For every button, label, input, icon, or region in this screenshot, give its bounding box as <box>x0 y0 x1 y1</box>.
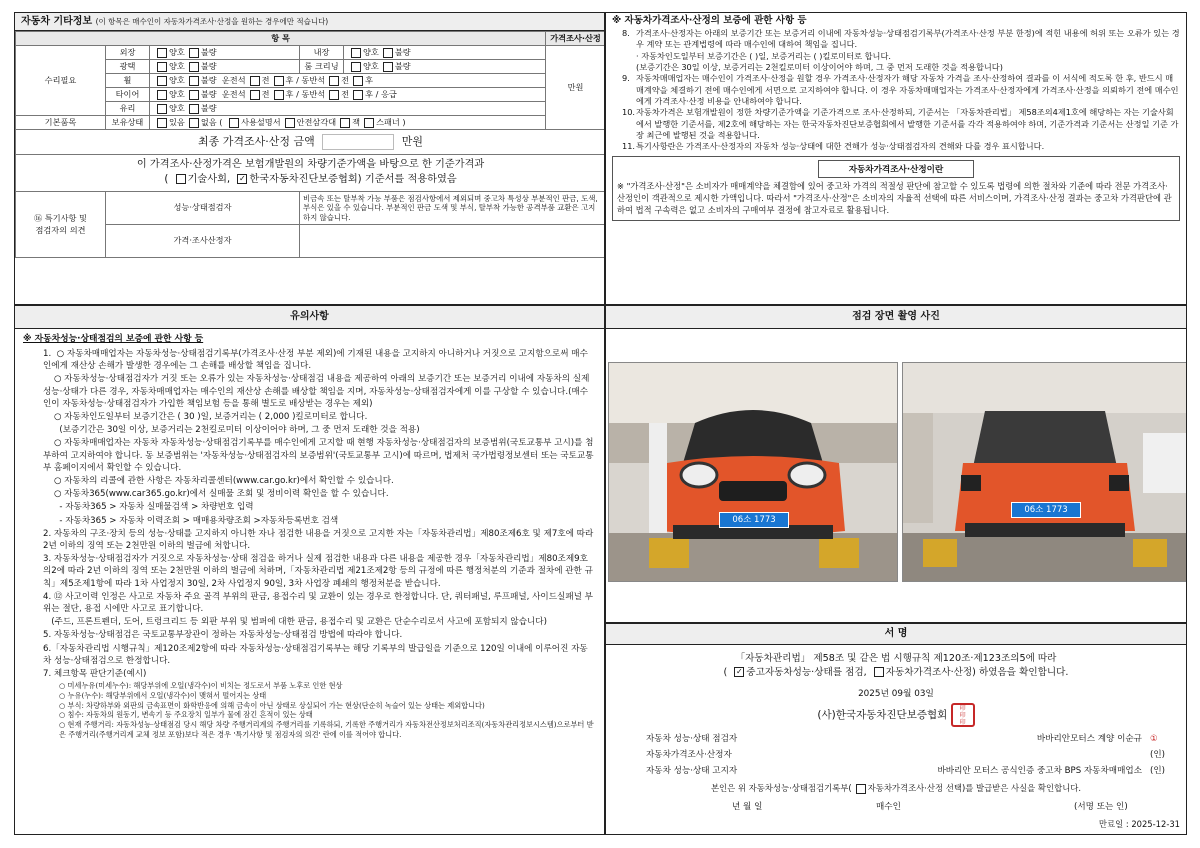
signature-panel <box>605 623 1187 835</box>
gloss-options[interactable]: 양호 불량 <box>150 60 300 74</box>
front-plate: 06소 1773 <box>719 512 789 528</box>
signer-row <box>646 763 1170 779</box>
criteria-note: ○ 부식: 차량하부와 외판의 금속표면이 화학반응에 의해 금속이 아닌 상태로 상실되어 가는 현상(단순히 녹슬어 있는 상태는 제외합니다) <box>59 700 485 710</box>
final-amount-input[interactable] <box>322 134 394 150</box>
other-info-title: 자동차 기타정보 (이 항목은 매수인이 자동차가격조사·산정을 원하는 경우에만 적습니다) <box>15 13 604 31</box>
buyer-line: 년 월 일 매수인 (서명 또는 인) <box>732 802 1128 812</box>
caution-item: ○ 자동차매매업자는 자동차 자동차성능·상태점검기록부를 매수인에게 고지할 때 현행 자동차성능·상태점검자의 보증범위(국토교통부 고시)를 첨부하여 고지하여야 합니다. 동 보증범위는 '자동차성능·상태점검자의 보증범위'(국토교통부 고시)에 따르며, 법제처 국가법령정보센터 또는 국토교통부 홈페이지에서 확인할 수 있습니다. <box>43 438 594 473</box>
possess-options[interactable]: 있음 없음 ( 사용설명서 안전삼각대 잭 스패너 ) <box>150 116 546 130</box>
photos-panel <box>605 305 1187 623</box>
cautions-panel <box>14 305 605 835</box>
price-inspector-label: 가격·조사산정자 <box>106 225 300 258</box>
org-stamp-icon: 印 印 印 <box>951 703 975 727</box>
price-definition-text: ※ "가격조사·산정"은 소비자가 매매계약을 체결함에 있어 중고차 가격의 적절성 판단에 참고할 수 있도록 법령에 의한 절차와 기준에 따라 전문 가격조사·산정인이 객관적으로 제시한 가액입니다. 따라서 "가격조사·산정"은 소비자의 자율적 선택에 따른 서비스이며, 가격조사·산정 결과는 중고차 가격판단에 관하여 법적 구속력은 없고 소비자의 구매여부 결정에 참고자료로 활용됩니다. <box>617 181 1172 215</box>
other-info-panel <box>14 12 605 305</box>
basic-items-label: 기본품목 <box>16 116 106 130</box>
signer-label: 자동차가격조사·산정자 <box>646 750 732 760</box>
caution-item: 5. 자동차성능·상태점검은 국토교통부장관이 정하는 자동차성능·상태점검 방법에 따라야 합니다. <box>43 630 403 641</box>
final-amount-row: 최종 가격조사·산정 금액 만원 <box>16 130 606 155</box>
caution-item: 7. 체크항목 판단기준(예시) <box>43 669 147 680</box>
price-checkbox[interactable] <box>874 667 884 677</box>
signature-law-line: 「자동차관리법」 제58조 및 같은 법 시행규칙 제120조·제123조의5에 따라 <box>735 653 1057 664</box>
guarantee-title: ※ 자동차가격조사·산정의 보증에 관한 사항 등 <box>612 15 807 26</box>
price-definition-title: 자동차가격조사·산정이란 <box>818 160 974 178</box>
sign-rows <box>606 727 1186 779</box>
row-room-cleaning: 룸 크리닝 <box>300 60 344 74</box>
rear-plate: 06소 1773 <box>1011 502 1081 518</box>
row-tire: 타이어 <box>106 88 150 102</box>
guarantee-item: · 자동차인도일부터 보증기간은 ( )일, 보증거리는 ( )킬로미터로 합니다. <box>636 50 891 61</box>
front-car-photo <box>608 362 898 582</box>
signature-title: 서 명 <box>606 624 1186 645</box>
criteria-note: ○ 미세누유(미세누수): 해당부위에 오일(냉각수)이 비치는 정도로서 부품 노후로 인한 현상 <box>59 681 343 691</box>
signer-name: 바바리안모터스 계양 이순규 <box>1036 734 1142 744</box>
tech-checkbox[interactable] <box>176 174 186 184</box>
perf-inspector-label: 성능·상태점검자 <box>106 192 300 225</box>
guarantee-panel <box>605 12 1187 305</box>
perf-inspector-text: 비금속 또는 탈부착 가능 부품은 점검사항에서 제외되며 중고차 특성상 부분적인 판금, 도색, 부식은 있을 수 있습니다. 부분적인 판금 도색 및 부식, 탈부착 가능한 공격부품 교환은 고지하지 않습니다. <box>300 192 606 225</box>
guarantee-item: 11. 특기사항란은 가격조사·산정자의 자동차 성능·상태에 대한 견해가 성능·상태점검자의 견해와 다를 경우 표시합니다. <box>622 141 1045 152</box>
guarantee-items <box>612 28 1180 152</box>
assoc-checkbox[interactable]: ✓ <box>239 174 246 184</box>
caution-item: 6.「자동차관리법 시행규칙」제120조제2항에 따라 자동차성능·상태점검기록부는 해당 기록부의 발급일을 기준으로 120일 이내에 이루어진 자동차 성능·상태점검으로 한정합니다. <box>43 643 588 666</box>
caution-item: ○ 자동차인도일부터 보증기간은 ( 30 )일, 보증거리는 ( 2,000 )킬로미터로 합니다. <box>43 412 368 423</box>
col-item-header: 항 목 <box>16 32 546 46</box>
caution-item: (주드, 프론트펜더, 도어, 트렁크리드 등 외판 부위 및 범퍼에 대한 판금, 용접수리 및 교환은 단순수리로서 사고에 포함되지 않습니다) <box>43 617 547 628</box>
cautions-title: 유의사항 <box>15 306 604 329</box>
caution-item: (보증기간은 30일 이상, 보증거리는 2천킬로미터 이상이어야 하며, 그 중 먼저 도래한 것을 적용) <box>43 425 420 436</box>
seal-mark[interactable]: ① <box>1150 734 1158 744</box>
signer-row <box>646 747 1170 763</box>
row-gloss: 광택 <box>106 60 150 74</box>
seal-mark[interactable]: (인) <box>1150 750 1166 760</box>
possess-label: 보유상태 <box>106 116 150 130</box>
caution-item: 4. ⑫ 사고이력 인정은 사고로 자동차 주요 골격 부위의 판금, 용접수리 및 교환이 있는 경우로 한정합니다. 단, 쿼터패널, 루프패널, 사이드실패널 부위는 절단, 용접 시에만 사고로 표기합니다. <box>43 591 593 615</box>
guarantee-item: 10. 자동차가격은 보험개발원이 정한 차량기준가액을 기준가격으로 조사·산정하되, 기준서는 「자동차관리법」 제58조의4제1호에 해당하는 자는 기술사회에서 발행한 기준서를, 제2호에 해당하는 자는 한국자동차진단보증협회에서 발행한 기준서를 각각 적용하여야 하며, 기준가격과 기준서는 산정일 기준 가장 최근에 발행된 것을 적용합니다. <box>622 107 1179 140</box>
receipt-checkbox[interactable] <box>856 784 866 794</box>
interior-options[interactable]: 양호 불량 <box>344 46 546 60</box>
signer-name: 바바리안 모터스 공식인증 중고차 BPS 자동차매매업소 <box>937 766 1142 776</box>
signature-org: (사)한국자동차진단보증협회 印 印 印 <box>606 703 1186 727</box>
caution-item: 1. ○ 자동차매매업자는 자동차성능·상태점검기록부(가격조사·산정 부분 제외)에 기재된 내용을 고지하지 아니하거나 거짓으로 고지함으로써 매수인에게 재산상 손해가 발생한 경우에는 그 손해를 배상할 책임을 집니다. <box>43 349 588 372</box>
criteria-note: ○ 누유(누수): 해당부위에서 오일(냉각수)이 맺혀서 떨어지는 상태 <box>59 691 267 700</box>
signer-label: 자동차 성능·상태 점검자 <box>646 734 738 744</box>
caution-item: 3. 자동차성능·상태점검자가 거짓으로 자동차성능·상태 점검을 하거나 실제 점검한 내용과 다른 내용을 제공한 경우「자동차관리법」제80조제9호의2에 따라 2년 이하의 징역 또는 2천만원 이하의 벌금에 처하며,「자동차관리법 제21조제2항 등의 규정에 따른 행정처분의 기준과 절차에 관한 규칙」제5조제1항에 따라 1차 사업정지 30일, 2차 사업정지 90일, 3차 사업장 폐쇄의 행정처분을 받습니다. <box>43 554 593 589</box>
rear-car-photo <box>902 362 1187 582</box>
expiry-date: 만료일 : 2025-12-31 <box>1098 819 1180 829</box>
cautions-subtitle: ※ 자동차성능·상태점검의 보증에 관한 사항 등 <box>23 334 204 344</box>
signer-label: 자동차 성능·상태 고지자 <box>646 766 738 776</box>
guarantee-item: 9. 자동차매매업자는 매수인이 가격조사·산정을 원할 경우 가격조사·산정자가 해당 자동차 가격을 조사·산정하여 결과를 이 서식에 적도록 한 후, 반드시 매매계약을 체결하기 전에 매수인에게 서면으로 고지하여야 합니다. 이 경우 자동차매매업자는 가격조사·산정자에게 가격조사·산정을 의뢰하기 전에 매수인에게 가격조사·산정 비용을 안내하여야 합니다. <box>622 73 1179 106</box>
guarantee-item: (보증기간은 30일 이상, 보증거리는 2천킬로미터 이상이어야 하며, 그 중 먼저 도래한 것을 적용합니다) <box>636 61 1003 72</box>
inspection-checkbox[interactable]: ✓ <box>735 667 743 676</box>
repair-group-label: 수리필요 <box>16 46 106 116</box>
signer-name <box>816 747 1150 763</box>
caution-item: - 자동차365 > 자동차 이력조회 > 매매용차량조회 >자동차등록번호 검색 <box>43 515 339 526</box>
guarantee-item: 8. 가격조사·산정자는 아래의 보증기간 또는 보증거리 이내에 자동차성능·상태점검기록부(가격조사·산정 부분 한정)에 적힌 내용에 허위 또는 오류가 있는 경우 계약 또는 관계법령에 따라 매수인에 대하여 책임을 집니다. <box>622 28 1180 50</box>
room-options[interactable]: 양호 불량 <box>344 60 546 74</box>
signature-confirm-line: ( ✓ 중고자동차성능·상태를 점검, 자동차가격조사·산정) 하였음을 확인합니다. <box>723 667 1069 678</box>
row-interior: 내장 <box>300 46 344 60</box>
signature-date: 2025년 09월 03일 <box>858 689 934 699</box>
other-info-table <box>15 31 605 258</box>
criteria-note: ○ 침수: 자동차의 원동기, 변속기 등 주요장치 일부가 물에 잠긴 흔적이 있는 상태 <box>59 710 313 720</box>
seal-mark[interactable]: (인) <box>1150 766 1166 776</box>
caution-item: ○ 자동차의 리콜에 관한 사항은 자동차리콜센터(www.car.go.kr)에서 확인할 수 있습니다. <box>43 476 394 487</box>
price-inspector-text[interactable] <box>300 225 606 258</box>
price-definition-box <box>612 156 1180 220</box>
caution-items <box>23 348 596 680</box>
signer-row <box>646 731 1170 747</box>
caution-item: - 자동차365 > 자동차 실매물검색 > 차량번호 입력 <box>43 502 254 513</box>
caution-item: ○ 자동차성능·상태점검자가 거짓 또는 오류가 있는 자동차성능·상태점검 내용을 제공하여 아래의 보증기간 또는 보증거리 이내에 자동차의 실제 성능·상태가 다른 경우, 자동차매매업자는 매수인의 재산상 손해를 배상할 책임을 지며, 자동차성능·상태점검자에게 이를 구상할 수 있습니다.(매수인이 자동차성능·상태점검자가 가입한 책임보험 등을 통해 별도로 배상받는 경우는 제외) <box>43 374 593 409</box>
criteria-note: ○ 현재 주행거리: 자동차성능·상태점검 당시 해당 차량 주행거리계의 주행거리를 기록하되, 기록한 주행거리가 자동차전산정보처리조직(자동차관리정보시스템)으로부터 받은 주행거리(주행거리계 교체 정보 포함)보다 적은 경우 '특기사항 및 점검자의 의견' 란에 이를 적어야 합니다. <box>59 720 594 739</box>
caution-item: ○ 자동차365(www.car365.go.kr)에서 실매물 조회 및 정비이력 확인을 할 수 있습니다. <box>43 489 389 500</box>
caution-notes <box>23 681 596 739</box>
caution-item: 2. 자동차의 구조·장치 등의 성능·상태를 고지하지 아니한 자나 점검한 내용을 거짓으로 고지한 자는「자동차관리법」제80조제6호 및 제7호에 따라 2년 이하의 징역 또는 2천만원 이하의 벌금에 처합니다. <box>43 528 597 552</box>
row-glass: 유리 <box>106 102 150 116</box>
tire-options[interactable]: 양호 불량 운전석 전 후 / 동반석 전 후 / 응급 <box>150 88 546 102</box>
row-wheel: 휠 <box>106 74 150 88</box>
price-man-won: 만원 <box>546 46 605 130</box>
receipt-line: 본인은 위 자동차성능·상태점검기록부( 자동차가격조사·산정 선택)를 발급받은 사실을 확인합니다. <box>710 783 1082 793</box>
wheel-options[interactable]: 양호 불량 운전석 전 후 / 동반석 전 후 <box>150 74 546 88</box>
basis-row: 이 가격조사·산정가격은 보험개발원의 차량기준가액을 바탕으로 한 기준가격과 ( 기술사회, ✓ 한국자동차진단보증협회) 기준서를 적용하였음 <box>16 155 606 192</box>
exterior-options[interactable]: 양호 불량 <box>150 46 300 60</box>
glass-options[interactable]: 양호 불량 <box>150 102 546 116</box>
photos-title: 점검 장면 촬영 사진 <box>606 306 1186 329</box>
row-exterior: 외장 <box>106 46 150 60</box>
col-price-header: 가격조사·산정 <box>546 32 605 46</box>
special-notes-label: ⑯ 특기사항 및 점검자의 의견 <box>16 192 106 258</box>
